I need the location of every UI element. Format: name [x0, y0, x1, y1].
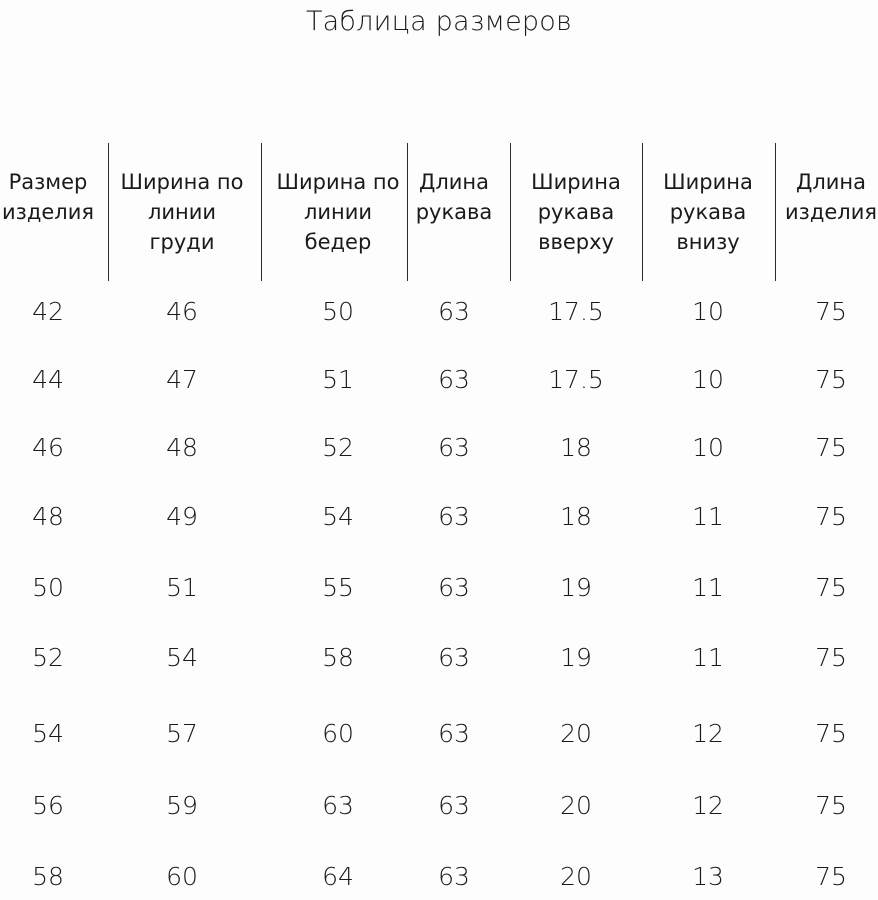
table-cell: 63 [438, 791, 470, 820]
table-cell: 17.5 [548, 297, 604, 326]
table-cell: 11 [692, 573, 724, 602]
table-cell: 58 [32, 862, 64, 891]
table-cell: 54 [166, 643, 198, 672]
table-cell: 59 [166, 791, 198, 820]
table-cell: 63 [438, 719, 470, 748]
table-cell: 75 [815, 433, 847, 462]
table-cell: 20 [560, 862, 592, 891]
table-cell: 50 [32, 573, 64, 602]
table-cell: 63 [322, 791, 354, 820]
column-header: Размер изделия [2, 170, 94, 224]
table-cell: 60 [166, 862, 198, 891]
table-cell: 63 [438, 502, 470, 531]
table-cell: 75 [815, 862, 847, 891]
column-divider [108, 143, 109, 281]
table-cell: 46 [32, 433, 64, 462]
table-cell: 57 [166, 719, 198, 748]
column-divider [261, 143, 262, 281]
table-cell: 10 [692, 365, 724, 394]
table-cell: 63 [438, 297, 470, 326]
table-cell: 19 [560, 573, 592, 602]
table-cell: 52 [322, 433, 354, 462]
table-cell: 44 [32, 365, 64, 394]
column-divider [510, 143, 511, 281]
table-cell: 56 [32, 791, 64, 820]
table-cell: 63 [438, 573, 470, 602]
table-cell: 75 [815, 502, 847, 531]
table-cell: 51 [322, 365, 354, 394]
table-cell: 64 [322, 862, 354, 891]
column-divider [407, 143, 408, 281]
table-cell: 10 [692, 297, 724, 326]
table-cell: 54 [32, 719, 64, 748]
table-cell: 52 [32, 643, 64, 672]
table-cell: 63 [438, 862, 470, 891]
table-cell: 18 [560, 433, 592, 462]
table-cell: 54 [322, 502, 354, 531]
table-cell: 49 [166, 502, 198, 531]
table-cell: 18 [560, 502, 592, 531]
table-cell: 20 [560, 791, 592, 820]
table-cell: 58 [322, 643, 354, 672]
table-cell: 20 [560, 719, 592, 748]
table-cell: 11 [692, 643, 724, 672]
table-cell: 47 [166, 365, 198, 394]
column-header: Ширина по линии бедер [276, 170, 400, 254]
table-cell: 50 [322, 297, 354, 326]
table-cell: 75 [815, 573, 847, 602]
table-cell: 75 [815, 643, 847, 672]
column-header: Длина рукава [415, 170, 493, 224]
column-header: Ширина по линии груди [120, 170, 244, 254]
column-header: Ширина рукава внизу [663, 170, 753, 254]
table-cell: 17.5 [548, 365, 604, 394]
table-cell: 11 [692, 502, 724, 531]
table-cell: 48 [32, 502, 64, 531]
column-divider [642, 143, 643, 281]
table-cell: 48 [166, 433, 198, 462]
table-cell: 63 [438, 365, 470, 394]
table-cell: 19 [560, 643, 592, 672]
column-header: Ширина рукава вверху [531, 170, 621, 254]
column-header: Длина изделия [785, 170, 877, 224]
table-cell: 60 [322, 719, 354, 748]
table-cell: 13 [692, 862, 724, 891]
table-cell: 63 [438, 433, 470, 462]
table-cell: 51 [166, 573, 198, 602]
table-cell: 10 [692, 433, 724, 462]
page-title: Таблица размеров [305, 6, 573, 37]
table-cell: 75 [815, 365, 847, 394]
table-cell: 63 [438, 643, 470, 672]
table-cell: 12 [692, 791, 724, 820]
table-cell: 46 [166, 297, 198, 326]
column-divider [775, 143, 776, 281]
table-cell: 42 [32, 297, 64, 326]
table-cell: 75 [815, 791, 847, 820]
table-cell: 55 [322, 573, 354, 602]
table-cell: 75 [815, 719, 847, 748]
table-cell: 75 [815, 297, 847, 326]
table-cell: 12 [692, 719, 724, 748]
